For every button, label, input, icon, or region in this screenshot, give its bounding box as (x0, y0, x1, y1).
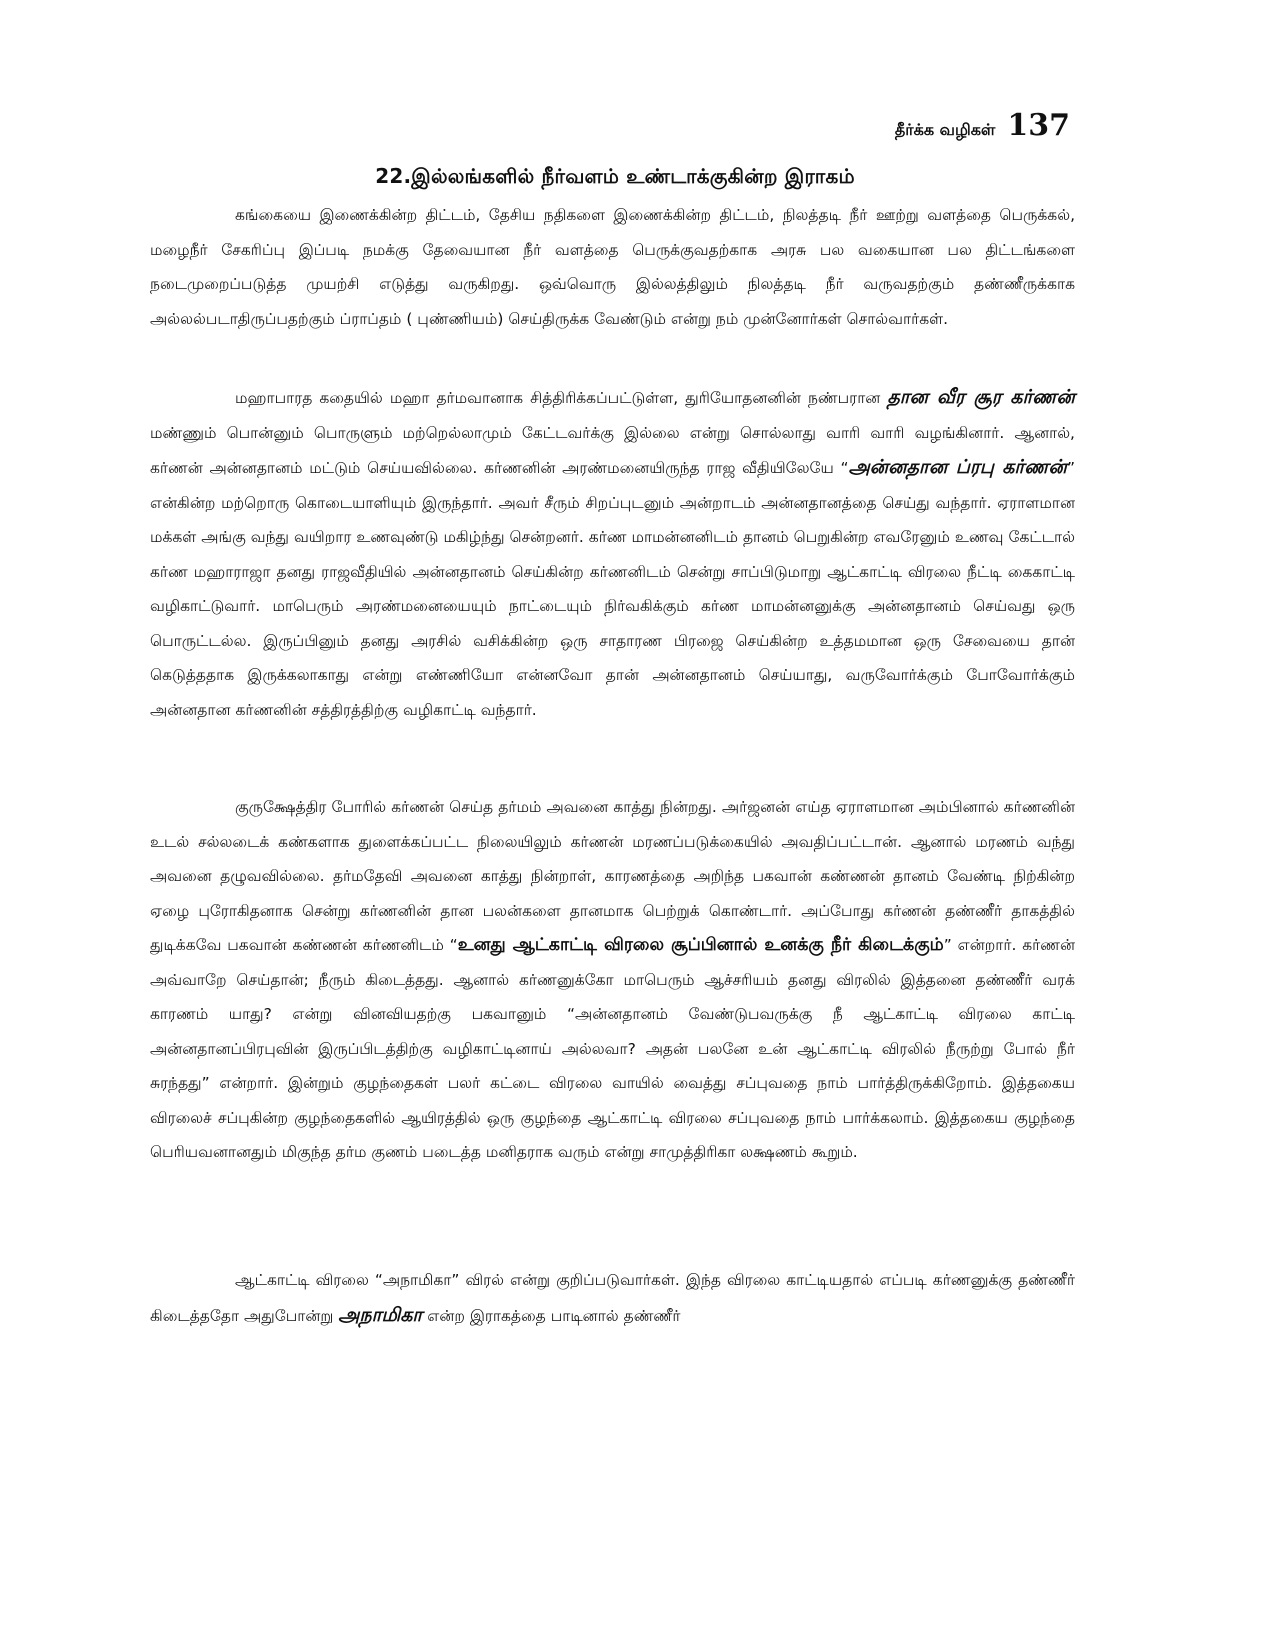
emphasis-anamika-raga: அநாமிகா (338, 1303, 423, 1326)
running-title: தீர்க்க வழிகள் (894, 120, 996, 139)
paragraph-2-part-c: ” என்கின்ற மற்றொரு கொடையாளியும் இருந்தார். அவர் சீரும் சிறப்புடனும் அன்றாடம் அன்னதானத்தை செய்து வந்தார். ஏராளமான மக்கள் அங்கு வந்து வயிறார உணவுண்டு மகிழ்ந்து சென்றனர். கர்ண மாமன்னனிடம் தானம் பெறுகின்ற எவரேனும் உணவு கேட்டால் கர்ண மஹாராஜா தனது ராஜவீதியில் அன்னதானம் செய்கின்ற கர்ணனிடம் சென்று சாப்பிடுமாறு ஆட்காட்டி விரலை நீட்டி கைகாட்டி வழிகாட்டுவார். மாபெரும் அரண்மனையையும் நாட்டையும் நிர்வகிக்கும் கர்ண மாமன்னனுக்கு அன்னதானம் செய்வது ஒரு பொருட்டல்ல. இருப்பினும் தனது அரசில் வசிக்கின்ற ஒரு சாதாரண பிரஜை செய்கின்ற உத்தமமான ஒரு சேவையை தான் கெடுத்ததாக இருக்கலாகாது என்று எண்ணியோ என்னவோ தான் அன்னதானம் செய்யாது, வருவோர்க்கும் போவோர்க்கும் அன்னதான கர்ணனின் சத்திரத்திற்கு வழிகாட்டி வந்தார். (150, 459, 1075, 719)
paragraph-2 (150, 380, 1075, 727)
paragraph-2-part-a: மஹாபாரத கதையில் மஹா தர்மவானாக சித்திரிக்கப்பட்டுள்ள, துரியோதனனின் நண்பரான (235, 389, 881, 407)
emphasis-annadhana-prabhu-karnan: அன்னதான ப்ரபு கர்ணன் (848, 456, 1067, 478)
paragraph-4-part-a: ஆட்காட்டி விரலை “அநாமிகா” விரல் என்று குறிப்படுவார்கள். இந்த விரலை காட்டியதால் எப்படி கர்ணனுக்கு தண்ணீர் கிடைத்ததோ அதுபோன்று (150, 1271, 1075, 1325)
paragraph-1-text: கங்கையை இணைக்கின்ற திட்டம், தேசிய நதிகளை இணைக்கின்ற திட்டம், நிலத்தடி நீர் ஊற்று வளத்தை பெருக்கல், மழைநீர் சேகரிப்பு இப்படி நமக்கு தேவையான நீர் வளத்தை பெருக்குவதற்காக அரசு பல வகையான பல திட்டங்களை நடைமுறைப்படுத்த முயற்சி எடுத்து வருகிறது. ஒவ்வொரு இல்லத்திலும் நிலத்தடி நீர் வருவதற்கும் தண்ணீருக்காக அல்லல்படாதிருப்பதற்கும் ப்ராப்தம் ( புண்ணியம்) செய்திருக்க வேண்டும் என்று நம் முன்னோர்கள் சொல்வார்கள். (150, 206, 1075, 328)
running-header (895, 108, 1070, 143)
paragraph-4-part-b: என்ற இராகத்தை பாடினால் தண்ணீர் (427, 1306, 681, 1325)
paragraph-3-text (150, 790, 1075, 1170)
paragraph-1 (150, 198, 1075, 336)
paragraph-4-text (150, 1263, 1075, 1333)
emphasis-krishna-quote: உனது ஆட்காட்டி விரலை சூப்பினால் உனக்கு நீர் கிடைக்கும் (457, 935, 944, 955)
paragraph-3-part-b: ” என்றார். கர்ணன் அவ்வாறே செய்தான்; நீரும் கிடைத்தது. ஆனால் கர்ணனுக்கோ மாபெரும் ஆச்சரியம் தனது விரலில் இத்தனை தண்ணீர் வரக் காரணம் யாது? என்று வினவியதற்கு பகவானும் “அன்னதானம் வேண்டுபவருக்கு நீ ஆட்காட்டி விரலை காட்டி அன்னதானப்பிரபுவின் இருப்பிடத்திற்கு வழிகாட்டினாய் அல்லவா? அதன் பலனே உன் ஆட்காட்டி விரலில் நீருற்று போல் நீர் சுரந்தது” என்றார். இன்றும் குழந்தைகள் பலர் கட்டை விரலை வாயில் வைத்து சப்புவதை நாம் பார்த்திருக்கிறோம். இத்தகைய விரலைச் சப்புகின்ற குழந்தைகளில் ஆயிரத்தில் ஒரு குழந்தை ஆட்காட்டி விரலை சப்புவதை நாம் பார்க்கலாம். இத்தகைய குழந்தை பெரியவனானதும் மிகுந்த தர்ம குணம் படைத்த மனிதராக வரும் என்று சாமுத்திரிகா லக்ஷணம் கூறும். (150, 936, 1076, 1161)
paragraph-3 (150, 790, 1075, 1170)
page-number: 137 (1007, 108, 1070, 143)
paragraph-2-text (150, 380, 1075, 727)
emphasis-dhana-veera-soora-karnan: தான வீர சூர கர்ணன் (887, 386, 1075, 408)
paragraph-4 (150, 1263, 1075, 1333)
paragraph-2-part-b: மண்ணும் பொன்னும் பொருளும் மற்றெல்லாமும் கேட்டவர்க்கு இல்லை என்று சொல்லாது வாரி வாரி வழங்கினார். ஆனால், கர்ணன் அன்னதானம் மட்டும் செய்யவில்லை. கர்ணனின் அரண்மனையிருந்த ராஜ வீதியிலேயே “ (150, 423, 1075, 477)
paragraph-3-part-a: குருக்ஷேத்திர போரில் கர்ணன் செய்த தர்மம் அவனை காத்து நின்றது. அர்ஜனன் எய்த ஏராளமான அம்பினால் கர்ணனின் உடல் சல்லடைக் கண்களாக துளைக்கப்பட்ட நிலையிலும் கர்ணன் மரணப்படுக்கையில் அவதிப்பட்டான். ஆனால் மரணம் வந்து அவனை தழுவவில்லை. தர்மதேவி அவனை காத்து நின்றாள், காரணத்தை அறிந்த பகவான் கண்ணன் தானம் வேண்டி நிற்கின்ற ஏழை புரோகிதனாக சென்று கர்ணனின் தான பலன்களை தானமாக பெற்றுக் கொண்டார். அப்போது கர்ணன் தண்ணீர் தாகத்தில் துடிக்கவே பகவான் கண்ணன் கர்ணனிடம் “ (150, 798, 1075, 954)
chapter-title: 22.இல்லங்களில் நீர்வளம் உண்டாக்குகின்ற இராகம் (375, 164, 855, 188)
